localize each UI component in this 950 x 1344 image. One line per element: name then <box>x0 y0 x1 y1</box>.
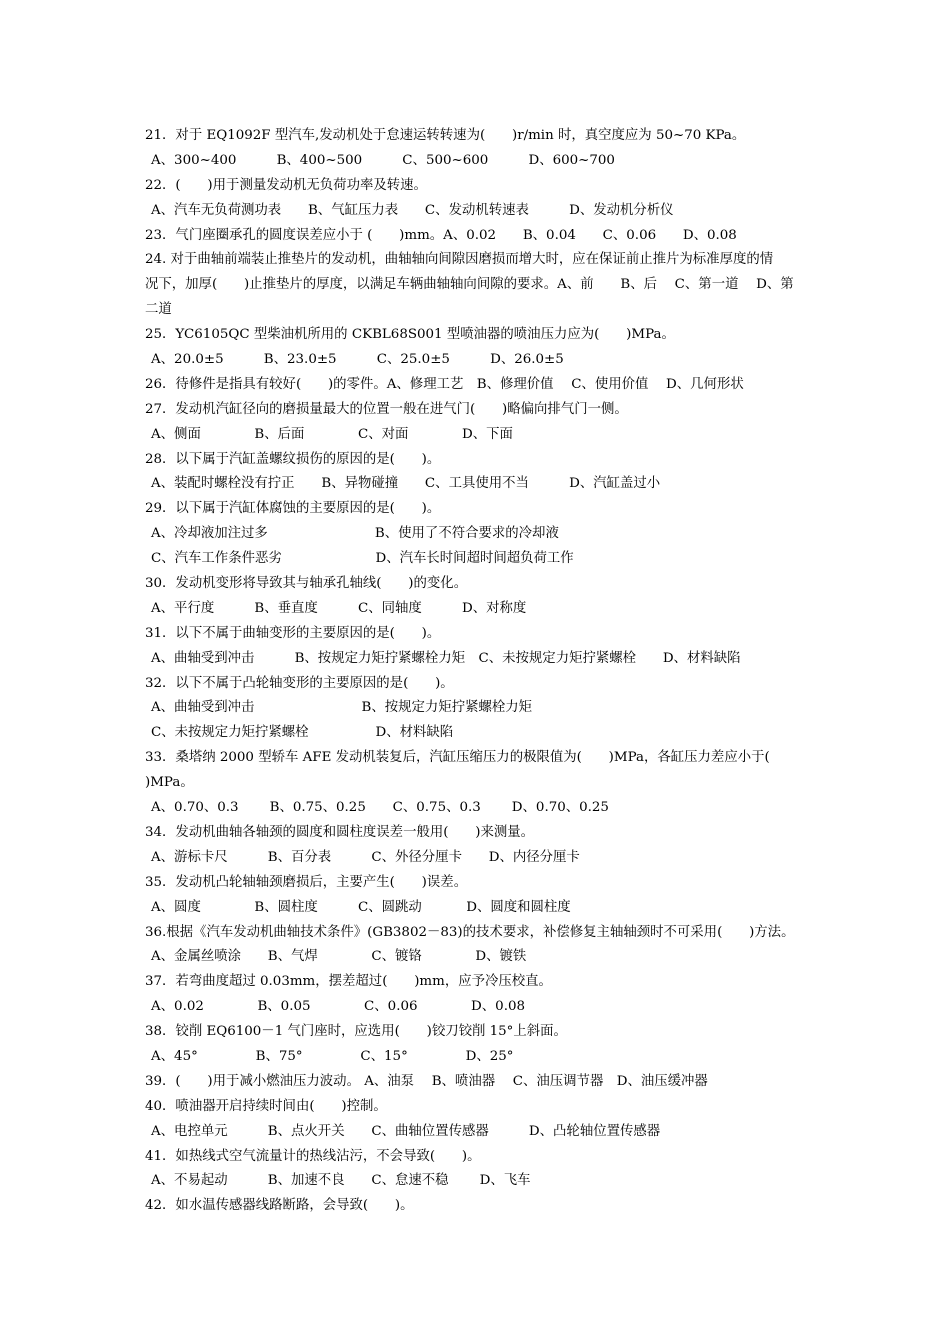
question-text-line: 24. 对于曲轴前端装止推垫片的发动机，曲轴轴向间隙因磨损而增大时，应在保证前止推片为标准厚度的情 <box>145 252 774 268</box>
answer-options-line: A、汽车无负荷测功表 B、气缸压力表 C、发动机转速表 D、发动机分析仪 <box>151 202 674 218</box>
question-text-line: 31．以下不属于曲轴变形的主要原因的是( )。 <box>145 625 441 641</box>
question-text-line: 23．气门座圈承孔的圆度误差应小于 ( )mm。A、0.02 B、0.04 C、0.06 D、0.08 <box>145 227 737 243</box>
question-text-line: 37．若弯曲度超过 0.03mm，摆差超过( )mm，应予冷压校直。 <box>145 974 552 990</box>
question-text-line: 33．桑塔纳 2000 型轿车 AFE 发动机装复后，汽缸压缩压力的极限值为( )MPa，各缸压力差应小于( <box>145 750 770 766</box>
question-text-line: )MPa。 <box>145 775 194 791</box>
question-text-line: 22．( )用于测量发动机无负荷功率及转速。 <box>145 177 427 193</box>
answer-options-line: A、不易起动 B、加速不良 C、怠速不稳 D、飞车 <box>151 1173 531 1189</box>
question-text-line: 21．对于 EQ1092F 型汽车,发动机处于怠速运转转速为( )r/min 时，真空度应为 50~70 KPa。 <box>145 128 746 143</box>
answer-options-line: A、装配时螺栓没有拧正 B、异物碰撞 C、工具使用不当 D、汽缸盖过小 <box>151 476 661 492</box>
question-text-line: 39．( )用于减小燃油压力波动。 A、油泵 B、喷油器 C、油压调节器 D、油压缓冲器 <box>145 1073 708 1089</box>
answer-options-line: A、游标卡尺 B、百分表 C、外径分厘卡 D、内径分厘卡 <box>151 849 580 865</box>
answer-options-line: A、电控单元 B、点火开关 C、曲轴位置传感器 D、凸轮轴位置传感器 <box>151 1123 661 1139</box>
answer-options-line: A、冷却液加注过多 B、使用了不符合要求的冷却液 <box>151 526 559 542</box>
answer-options-line: A、300~400 B、400~500 C、500~600 D、600~700 <box>151 152 615 168</box>
question-text-line: 36.根据《汽车发动机曲轴技术条件》(GB3802－83)的技术要求，补偿修复主轴轴颈时不可采用( )方法。 <box>145 924 795 940</box>
answer-options-line: A、平行度 B、垂直度 C、同轴度 D、对称度 <box>151 600 527 616</box>
answer-options-line: A、45° B、75° C、15° D、25° <box>151 1048 514 1064</box>
question-text-line: 35．发动机凸轮轴轴颈磨损后，主要产生( )误差。 <box>145 874 468 890</box>
question-text-line: 二道 <box>145 302 172 318</box>
answer-options-line: A、曲轴受到冲击 B、按规定力矩拧紧螺栓力矩 C、未按规定力矩拧紧螺栓 D、材料缺陷 <box>151 650 741 666</box>
question-text-line: 38．铰削 EQ6100－1 气门座时，应选用( )铰刀铰削 15°上斜面。 <box>145 1024 567 1040</box>
answer-options-line: A、侧面 B、后面 C、对面 D、下面 <box>151 426 513 442</box>
answer-options-line: A、金属丝喷涂 B、气焊 C、镀铬 D、镀铁 <box>151 949 527 965</box>
question-text-line: 况下，加厚( )止推垫片的厚度，以满足车辆曲轴轴向间隙的要求。A、前 B、后 C、第一道 D、第 <box>145 277 794 293</box>
question-text-line: 42．如水温传感器线路断路，会导致( )。 <box>145 1198 414 1214</box>
question-text-line: 26．待修件是指具有较好( )的零件。A、修理工艺 B、修理价值 C、使用价值 D、几何形状 <box>145 376 744 392</box>
answer-options-line: A、0.02 B、0.05 C、0.06 D、0.08 <box>151 999 526 1015</box>
answer-options-line: C、未按规定力矩拧紧螺栓 D、材料缺陷 <box>151 725 454 741</box>
question-text-line: 27．发动机汽缸径向的磨损量最大的位置一般在进气门( )略偏向排气门一侧。 <box>145 401 628 417</box>
question-text-line: 30．发动机变形将导致其与轴承孔轴线( )的变化。 <box>145 576 468 592</box>
question-text-line: 28．以下属于汽缸盖螺纹损伤的原因的是( )。 <box>145 451 441 467</box>
answer-options-line: C、汽车工作条件恶劣 D、汽车长时间超时间超负荷工作 <box>151 551 574 567</box>
question-list <box>145 124 813 1219</box>
question-text-line: 29．以下属于汽缸体腐蚀的主要原因的是( )。 <box>145 501 441 517</box>
question-text-line: 32．以下不属于凸轮轴变形的主要原因的是( )。 <box>145 675 454 691</box>
answer-options-line: A、曲轴受到冲击 B、按规定力矩拧紧螺栓力矩 <box>151 700 533 716</box>
question-text-line: 41．如热线式空气流量计的热线沾污，不会导致( )。 <box>145 1148 481 1164</box>
answer-options-line: A、圆度 B、圆柱度 C、圆跳动 D、圆度和圆柱度 <box>151 899 571 915</box>
question-text-line: 40．喷油器开启持续时间由( )控制。 <box>145 1098 387 1114</box>
answer-options-line: A、20.0±5 B、23.0±5 C、25.0±5 D、26.0±5 <box>151 352 564 368</box>
question-text-line: 34．发动机曲轴各轴颈的圆度和圆柱度误差一般用( )来测量。 <box>145 824 535 840</box>
question-text-line: 25．YC6105QC 型柴油机所用的 CKBL68S001 型喷油器的喷油压力应为( )MPa。 <box>145 327 675 343</box>
answer-options-line: A、0.70、0.3 B、0.75、0.25 C、0.75、0.3 D、0.70、0.25 <box>151 800 609 816</box>
